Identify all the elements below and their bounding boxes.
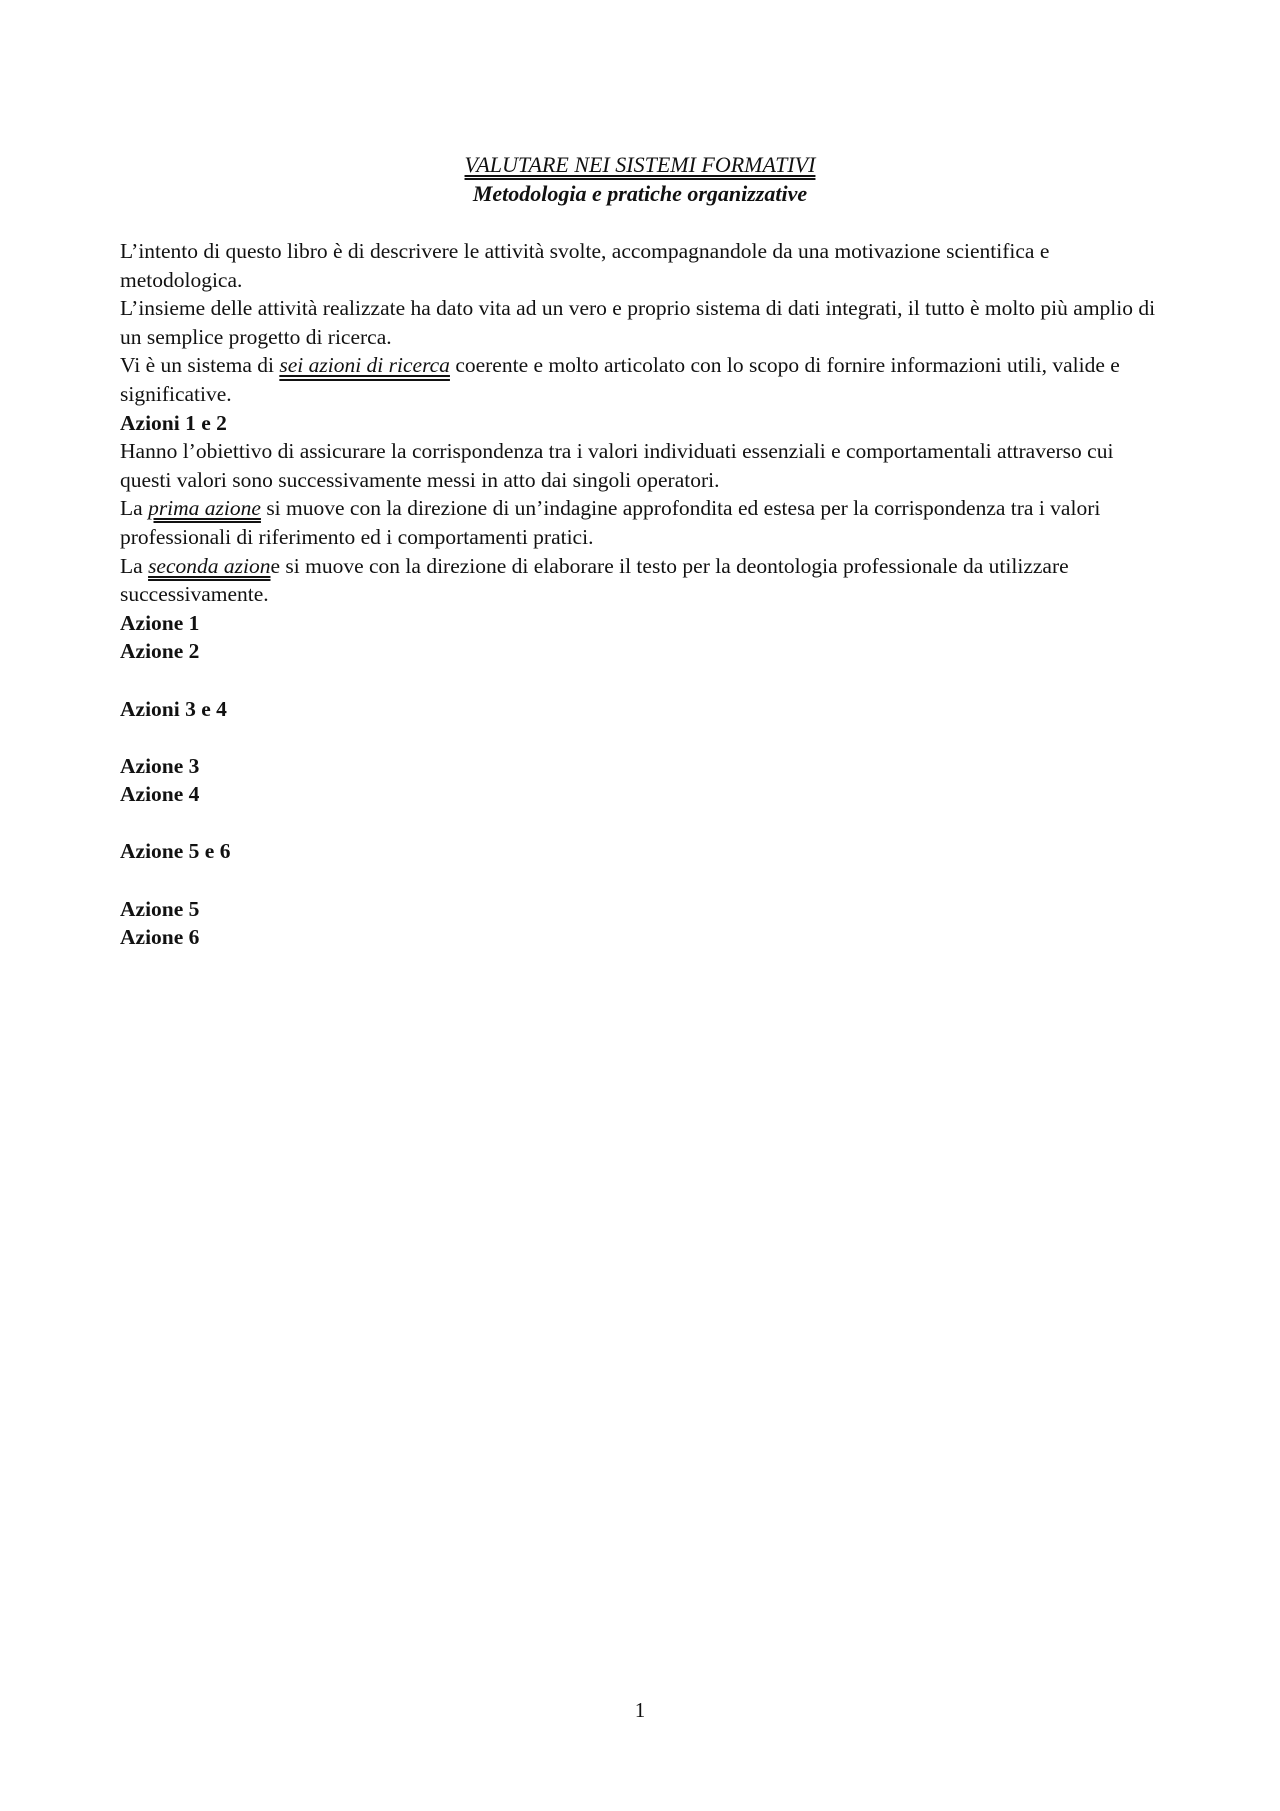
document-title: VALUTARE NEI SISTEMI FORMATIVI	[464, 152, 816, 177]
paragraph-prima-before: La	[120, 496, 149, 521]
blank-line	[120, 723, 1165, 752]
document-body	[120, 237, 1165, 952]
page-number: 1	[634, 1698, 646, 1722]
heading-azioni-3-4: Azioni 3 e 4	[120, 696, 227, 721]
paragraph-obiettivo: Hanno l’obiettivo di assicurare la corrispondenza tra i valori individuati essenziali e comportamentali attraverso cui questi valori sono successivamente messi in atto dai singoli operatori.	[120, 439, 1114, 492]
paragraph-prima-azione	[120, 494, 1165, 551]
paragraph-prima-after: si muove con la direzione di un’indagine approfondita ed estesa per la corrispondenza tra i valori professionali di riferimento ed i comportamenti pratici.	[120, 496, 1101, 549]
heading-azione-3: Azione 3	[120, 753, 200, 778]
emphasis-seconda-azione: seconda azion	[148, 553, 271, 578]
paragraph-seconda-azione	[120, 552, 1165, 609]
heading-azione-6: Azione 6	[120, 925, 200, 950]
heading-azione-1: Azione 1	[120, 610, 200, 635]
paragraph-sistema	[120, 351, 1165, 408]
heading-azione-4: Azione 4	[120, 782, 200, 807]
paragraph-sistema-before: Vi è un sistema di	[120, 353, 280, 378]
heading-azione-2: Azione 2	[120, 639, 200, 664]
paragraph-seconda-before: La	[120, 553, 149, 578]
paragraph-intro: L’intento di questo libro è di descrivere le attività svolte, accompagnandole da una motivazione scientifica e metodologica.	[120, 239, 1050, 292]
paragraph-insieme: L’insieme delle attività realizzate ha dato vita ad un vero e proprio sistema di dati integrati, il tutto è molto più amplio di un semplice progetto di ricerca.	[120, 296, 1156, 349]
blank-line	[120, 809, 1165, 838]
emphasis-prima-azione: prima azione	[148, 496, 261, 521]
emphasis-sei-azioni: sei azioni di ricerca	[279, 353, 450, 378]
blank-line	[120, 666, 1165, 695]
heading-azione-5-6: Azione 5 e 6	[120, 839, 231, 864]
heading-azioni-1-2: Azioni 1 e 2	[120, 410, 227, 435]
title-block	[0, 150, 1280, 208]
paragraph-seconda-after: e si muove con la direzione di elaborare il testo per la deontologia professionale da utilizzare successivamente.	[120, 553, 1069, 607]
blank-line	[120, 866, 1165, 895]
document-subtitle: Metodologia e pratiche organizzative	[472, 181, 808, 206]
paragraph-sistema-after: coerente e molto articolato con lo scopo di fornire informazioni utili, valide e significative.	[120, 353, 1120, 406]
heading-azione-5: Azione 5	[120, 896, 200, 921]
